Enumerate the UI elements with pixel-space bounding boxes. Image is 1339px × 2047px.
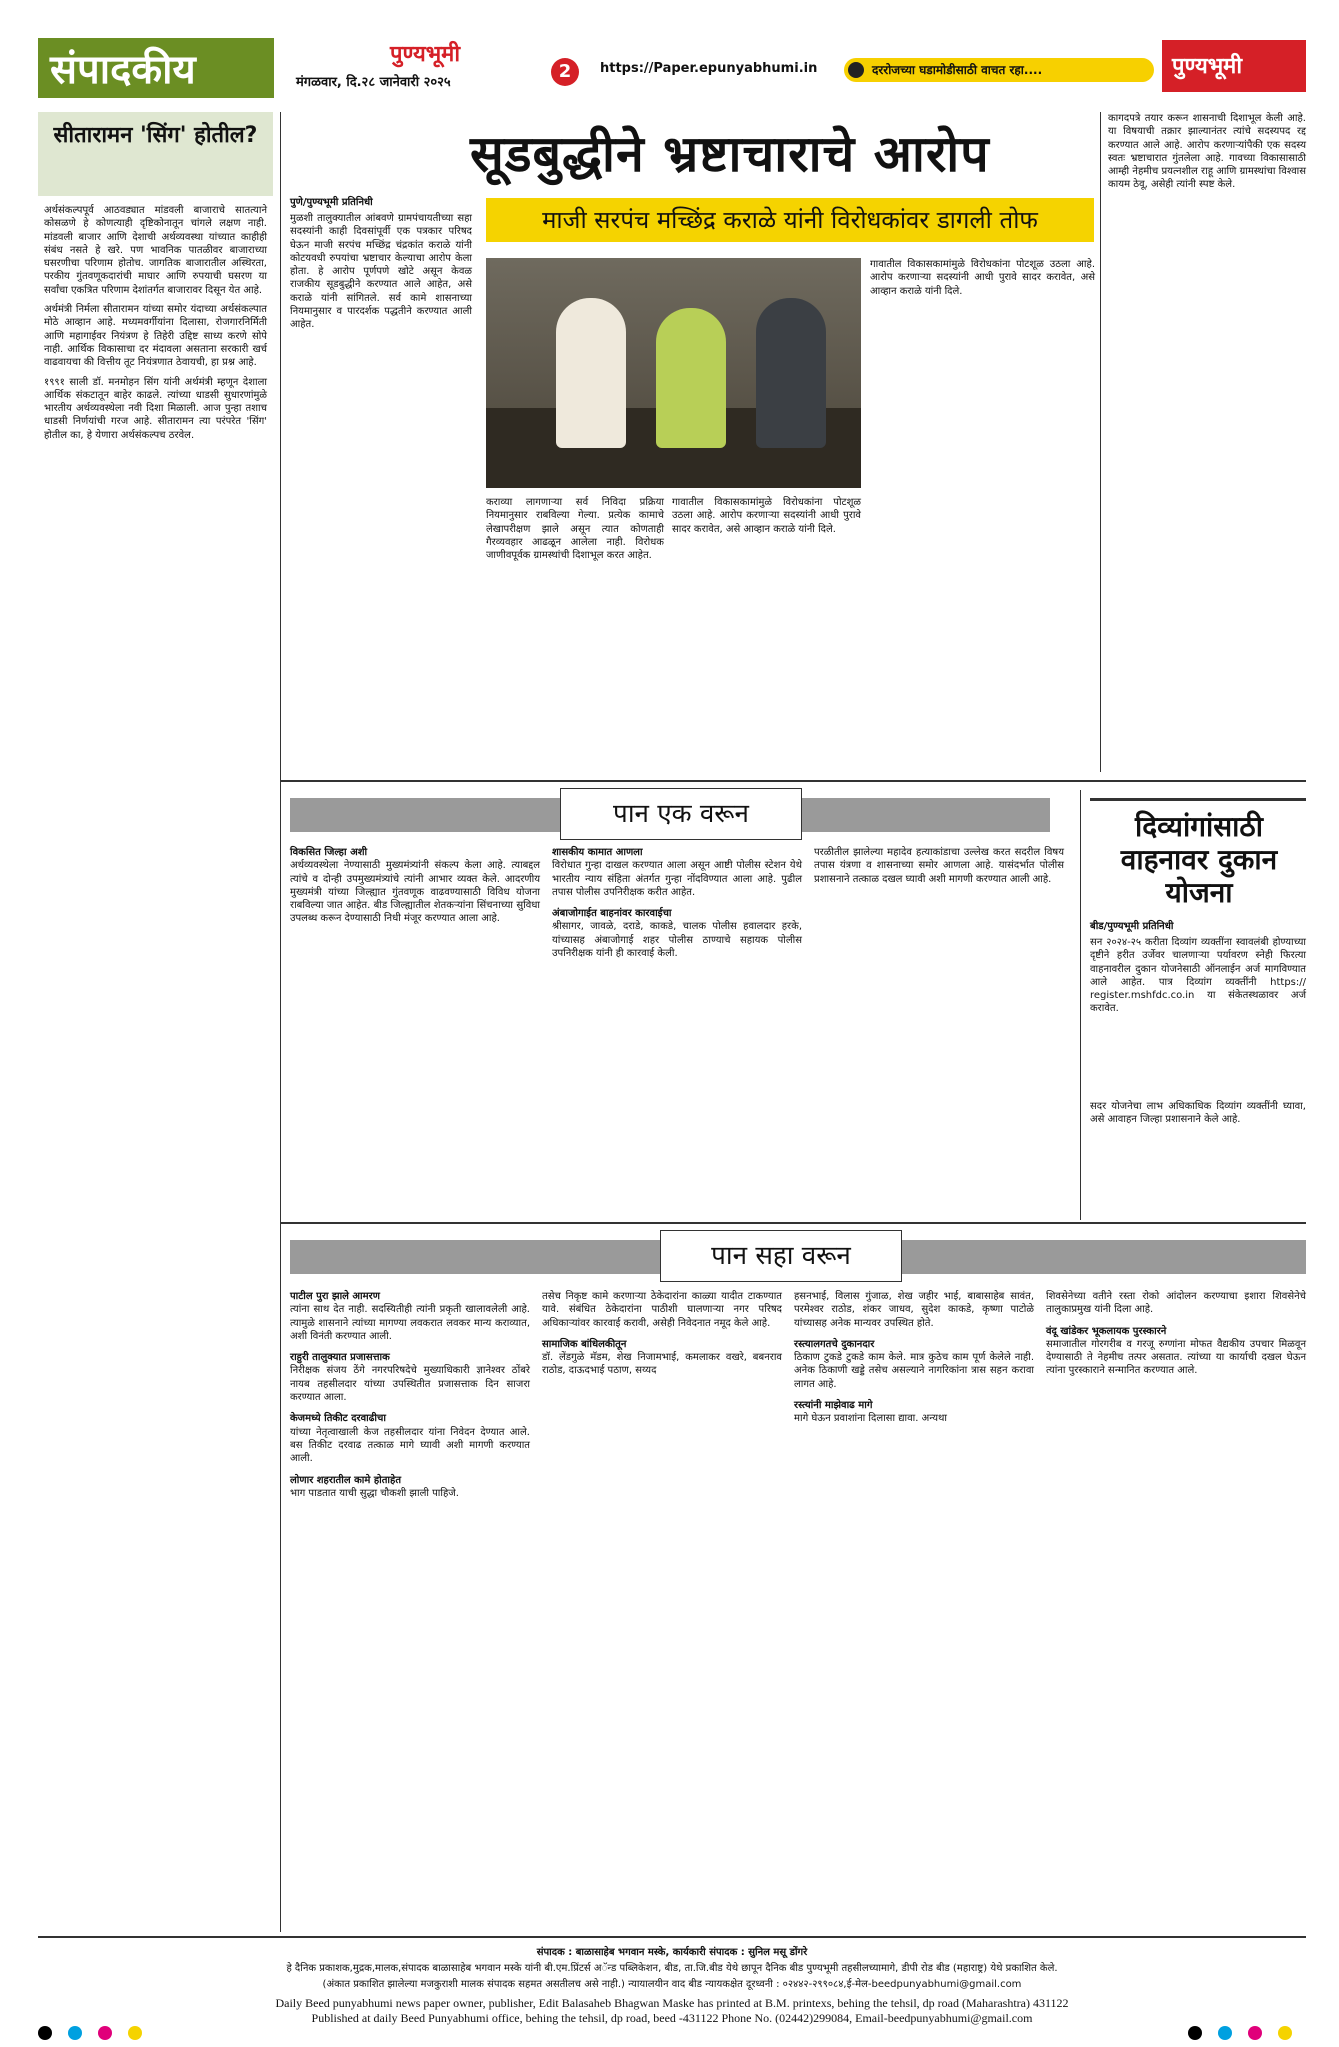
tagline-text: दररोजच्या घडामोडीसाठी वाचत रहा....: [872, 63, 1043, 77]
press-conference-photo: [486, 258, 861, 488]
lead-column-1: मुळशी तालुक्यातील आंबवणे ग्रामपंचायतीच्या सहा सदस्यांनी काही दिवसांपूर्वी एक पत्रकार परिषद घेऊन माजी सरपंच मच्छिंद्र चंद्रकांत कराळे यांनी कोटयवधी रुपयांचा भ्रष्टाचार केल्याचा आरोप केला होता. हे आरोप पूर्णपणे खोटे असून केवळ राजकीय सूडबुद्धीने करण्यात आले आहेत, असे कराळे यांनी सांगितले. सर्व कामे शासनाच्या नियमानुसार व पारदर्शक पद्धतीने करण्यात आली आहेत.: [290, 213, 472, 331]
subheading: लोणार शहरातील कामे होताहेत: [290, 1474, 402, 1486]
subheading: पाटील पुरा झाले आमरण: [290, 1291, 380, 1302]
subheading: वंदू खांडेकर भूकलायक पुरस्कारने: [1046, 1325, 1167, 1337]
registration-mark: [68, 2026, 82, 2040]
tagline-badge: [844, 58, 1154, 82]
article-text: ठिकाण टुकडे टुकडे काम केले. मात्र कुठेच काम पूर्ण केलेले नाही. अनेक ठिकाणी खड्डे तसेच असल्याने नागरिकांना त्रास सहन करावा लागत आहे.: [794, 1352, 1034, 1390]
person: [556, 298, 626, 448]
editorial-paragraph: १९९१ साली डॉ. मनमोहन सिंग यांनी अर्थमंत्री म्हणून देशाला आर्थिक संकटातून बाहेर काढले. त्यांच्या धाडसी सुधारणांमुळे भारतीय अर्थव्यवस्थेला नवी दिशा मिळाली. आज पुन्हा तशाच धाडसी निर्णयांची गरज आहे. सीतारामन त्या परंपरेत 'सिंग' होतील का, हे येणारा अर्थसंकल्पच ठरवेल.: [44, 376, 267, 441]
editorial-paragraph: अर्थमंत्री निर्मला सीतारामन यांच्या समोर यंदाच्या अर्थसंकल्पात मोठे आव्हान आहे. मध्यमवर्गीयांना दिलासा, रोजगारनिर्मिती आणि महागाईवर नियंत्रण हे तिहेरी उद्दिष्ट साध्य करणे सोपे नाही. आर्थिक विकासाचा दर मंदावला असताना सरकारी खर्च वाढवायचा की वित्तीय तूट नियंत्रणात ठेवायची, हा प्रश्न आहे.: [44, 304, 267, 369]
imprint: [38, 1944, 1306, 2026]
column-divider: [1100, 112, 1101, 772]
subheading: रस्त्यांनी माझेवाढ मागे: [794, 1400, 873, 1412]
article-text: समाजातील गोरगरीब व गरजू रुग्णांना मोफत वैद्यकीय उपचार मिळवून देण्यासाठी ते नेहमीच तत्पर असतात. त्यांच्या या कार्याची दखल घेऊन त्यांना पुरस्काराने सन्मानित करण्यात आले.: [1046, 1338, 1306, 1377]
registration-mark: [1278, 2026, 1292, 2040]
person: [756, 298, 826, 448]
editorial-title: सीतारामन 'सिंग' होतील?: [53, 123, 258, 148]
lead-column-3b: गावातील विकासकामांमुळे विरोधकांना पोटशूळ उठला आहे. आरोप करणाऱ्या सदस्यांनी आधी पुरावे सादर करावेत, असे आव्हान कराळे यांनी दिले.: [870, 259, 1095, 297]
page-number: 2: [551, 58, 579, 86]
newspaper-logo: पुण्यभूमी: [390, 42, 461, 67]
editorial-column: [38, 112, 273, 1932]
article-text: निरीक्षक संजय ठेंगे नगरपरिषदेचे मुख्याधिकारी ज्ञानेश्वर ठोंबरे नायब तहसीलदार यांच्या उपस्थितीत प्रजासत्ताक दिन साजरा करण्यात आला.: [290, 1365, 530, 1404]
imprint-english-1: Daily Beed punyabhumi news paper owner, publisher, Edit Balasaheb Bhagwan Maske has printed at B.M. printexs, behing the tehsil, dp road (Maharashtra) 431122: [275, 1996, 1069, 2010]
article-text: श्रीसागर, जावळे, दराडे, काकडे, चालक पोलीस हवालदार हरके, यांच्यासह अंबाजोगाई शहर पोलीस ठाण्याचे सहायक पोलीस उपनिरीक्षक यांनी ही कारवाई केली.: [552, 921, 802, 960]
lead-dateline: पुणे/पुण्यभूमी प्रतिनिधी: [290, 197, 373, 208]
editorial-body: [44, 204, 267, 442]
registration-mark: [1218, 2026, 1232, 2040]
lead-subheadline: माजी सरपंच मच्छिंद्र कराळे यांनी विरोधकांवर डागली तोफ: [486, 198, 1094, 242]
section-divider: [281, 780, 1306, 782]
section-banner: [38, 38, 274, 98]
section-title: संपादकीय: [50, 47, 196, 93]
subheading: सामाजिक बांधिलकीतून: [542, 1338, 627, 1350]
bullet-icon: [848, 62, 864, 78]
article-text: त्यांना साथ देत नाही. सदस्यितीही त्यांनी प्रकृती खालावलेली आहे. त्यामुळे शासनाने त्यांच्या मागण्या लवकरात लवकर मान्य कराव्यात, अशी विनंती करण्यात आली.: [290, 1304, 530, 1342]
registration-mark: [98, 2026, 112, 2040]
article-text: भाग पाडतात याची सुद्धा चौकशी झाली पाहिजे.: [290, 1487, 459, 1499]
issue-date: मंगळवार, दि.२८ जानेवारी २०२५: [296, 75, 451, 90]
continued-title: पान सहा वरून: [660, 1230, 902, 1282]
imprint-english-2: Published at daily Beed Punyabhumi office, behing the tehsil, dp road, beed -431122 Phone No. (02442)299084, Email-beedpunyabhumi@gmail.com: [311, 2011, 1033, 2025]
person: [656, 308, 726, 448]
footer-rule: [38, 1936, 1306, 1938]
editorial-paragraph: अर्थसंकल्पपूर्व आठवड्यात मांडवली बाजाराचे सातत्याने कोसळणे हे कोणत्याही दृष्टिकोनातून चांगले लक्षण नाही. मांडवली बाजार आणि देशाची अर्थव्यवस्था यांच्यात काहीही संबंध नसते हे खरे. पण भावनिक पातळीवर बाजाराच्या घसरणीचा परिणाम होतोच. जागतिक बाजारातील अस्थिरता, परकीय गुंतवणूकदारांची माघार आणि रुपयाची घसरण या सर्वांचा एकत्रित परिणाम देशांतर्गत बाजारावर दिसून येत आहे.: [44, 205, 267, 296]
logo-box: [1162, 40, 1306, 92]
subheading: रस्त्यालगतचे दुकानदार: [794, 1338, 875, 1350]
subheading: विकसित जिल्हा अशी: [290, 847, 368, 858]
article-text: अर्थव्यवस्थेला नेण्यासाठी मुख्यमंत्र्यांनी संकल्प केला आहे. त्याबद्दल त्यांचे व दोन्ही उपमुख्यमंत्र्यांचे त्यांनी आभार व्यक्त केले. आदरणीय मुख्यमंत्री यांच्या जिल्ह्यात गुंतवणूक वाढवण्यासाठी विविध योजना राबविल्या जात आहेत. बीड जिल्ह्यातील शेतकऱ्यांना सिंचनाच्या सुविधा उपलब्ध करून देण्यासाठी निधी मंजूर करण्यात आला आहे.: [290, 860, 540, 925]
column-divider: [280, 112, 281, 1932]
subheading: शासकीय कामात आणला: [552, 847, 643, 858]
website-link[interactable]: https://Paper.epunyabhumi.in: [600, 61, 818, 76]
continued-title: पान एक वरून: [560, 788, 802, 840]
article-text: परळीतील झालेल्या महादेव हत्याकांडाचा उल्लेख करत सदरील विषय तपास यंत्रणा व शासनाच्या समोर आणला आहे. यासंदर्भात पोलीस प्रशासनाने तत्काळ दखल घ्यावी अशी मागणी करण्यात आली आहे.: [814, 847, 1064, 885]
registration-mark: [1248, 2026, 1262, 2040]
lead-column-2: कराव्या लागणाऱ्या सर्व निविदा प्रक्रिया नियमानुसार राबविल्या गेल्या. प्रत्येक कामाचे लेखापरीक्षण झाले असून त्यात कोणताही गैरव्यवहार आढळून आलेला नाही. विरोधक जाणीवपूर्वक ग्रामस्थांची दिशाभूल करत आहेत.: [486, 497, 664, 562]
newspaper-logo-secondary: पुण्यभूमी: [1172, 54, 1243, 79]
lead-headline: सूडबुद्धीने भ्रष्टाचाराचे आरोप: [470, 125, 990, 183]
divyang-dateline: बीड/पुण्यभूमी प्रतिनिधी: [1090, 921, 1174, 932]
imprint-disclaimer: (अंकात प्रकाशित झालेल्या मजकुराशी मालक संपादक सहमत असतीलच असे नाही.) न्यायालयीन वाद बीड न्यायकक्षेत दूरध्वनी : ०२४४२-२९९०८४,ई-मेल-beedpunyabhumi@gmail.com: [322, 1979, 1022, 1990]
article-text: विरोधात गुन्हा दाखल करण्यात आला असून आष्टी पोलीस स्टेशन येथे भारतीय न्याय संहिता अंतर्गत गुन्हा नोंदविण्यात आला आहे. पुढील तपास पोलीस उपनिरीक्षक करीत आहेत.: [552, 860, 802, 898]
imprint-publisher: हे दैनिक प्रकाशक,मुद्रक,मालक,संपादक बाळासाहेब भगवान मस्के यांनी बी.एम.प्रिंटर्स अॅन्ड पब्लिकेशन, बीड, ता.जि.बीड येथे छापून दैनिक बीड पुण्यभूमी तहसीलच्यामागे, डीपी रोड बीड (महाराष्ट्र) येथे प्रकाशित केले.: [286, 1963, 1058, 1974]
imprint-editors: संपादक : बाळासाहेब भगवान मस्के, कार्यकारी संपादक : सुनिल मसू डोंगरे: [536, 1947, 808, 1958]
registration-marks: [38, 2026, 1306, 2040]
divyang-headline: दिव्यांगांसाठी वाहनावर दुकान योजना: [1120, 810, 1278, 909]
registration-mark: [38, 2026, 52, 2040]
article-text: डॉ. लेंडगुळे मॅडम, शेख निजामभाई, कमलाकर वखरे, बबनराव राठोड, दाऊदभाई पठाण, सय्यद: [542, 1352, 782, 1377]
column-divider: [1080, 790, 1081, 1220]
article-text: हसनभाई, विलास गुंजाळ, शेख जहीर भाई, बाबासाहेब सावंत, परमेश्वर राठोड, शंकर जाधव, सुदेश काकडे, कृष्णा पाटोळे यांच्यासह अनेक मान्यवर उपस्थित होते.: [794, 1291, 1034, 1329]
registration-mark: [128, 2026, 142, 2040]
section-divider: [281, 1222, 1306, 1224]
article-text: तसेच निकृष्ट कामे करणाऱ्या ठेकेदारांना काळ्या यादीत टाकण्यात यावे. संबंधित ठेकेदारांना पाठीशी घालणाऱ्या नगर परिषद अधिकाऱ्यांवर कारवाई करावी, असेही निवेदनात नमूद केले आहे.: [542, 1291, 782, 1329]
lead-column-4: कागदपत्रे तयार करून शासनाची दिशाभूल केली आहे. या विषयाची तक्रार झाल्यानंतर त्यांचे सदस्यपद रद्द करण्यात आले आहे. आरोप करणाऱ्यांपैकी एक सदस्य स्वतः भ्रष्टाचारात गुंतलेला आहे. गावच्या विकासासाठी आम्ही नेहमीच प्रयत्नशील राहू आणि ग्रामस्थांचा विश्वास कायम ठेवू, असेही त्यांनी स्पष्ट केले.: [1108, 113, 1306, 191]
divyang-body-2: सदर योजनेचा लाभ अधिकाधिक दिव्यांग व्यक्तींनी घ्यावा, असे आवाहन जिल्हा प्रशासनाने केले आहे.: [1090, 1101, 1306, 1126]
lead-column-3: गावातील विकासकामांमुळे विरोधकांना पोटशूळ उठला आहे. आरोप करणाऱ्या सदस्यांनी आधी पुरावे सादर करावेत, असे आव्हान कराळे यांनी दिले.: [672, 497, 861, 535]
registration-mark: [1188, 2026, 1202, 2040]
article-text: मागे घेऊन प्रवाशांना दिलासा द्यावा. अन्यथा: [794, 1413, 947, 1425]
article-text: यांच्या नेतृत्वाखाली केज तहसीलदार यांना निवेदन देण्यात आले. बस तिकीट दरवाढ तत्काळ मागे घ्यावी अशी मागणी करण्यात आली.: [290, 1426, 530, 1465]
divyang-body: सन २०२४-२५ करीता दिव्यांग व्यक्तींना स्वावलंबी होण्याच्या दृष्टीने हरीत उर्जेवर चालणाऱ्या पर्यावरण स्नेही फिरत्या वाहनावरील दुकान योजनेसाठी ऑनलाईन अर्ज मागविण्यात आले आहेत. पात्र दिव्यांग व्यक्तींनी https:// register.mshfdc.co.in या संकेतस्थळावर अर्ज करावेत.: [1090, 937, 1306, 1015]
masthead: [38, 38, 1306, 98]
subheading: अंबाजोगाईत बाहनांवर कारवाईचा: [552, 908, 672, 920]
article-text: शिवसेनेच्या वतीने रस्ता रोको आंदोलन करण्याचा इशारा शिवसेनेचे तालुकाप्रमुख यांनी दिला आहे.: [1046, 1291, 1306, 1316]
subheading: केजमध्ये तिकीट दरवाढीचा: [290, 1413, 386, 1425]
subheading: राहुरी तालुक्यात प्रजासत्ताक: [290, 1352, 390, 1364]
box-top-rule: [1090, 798, 1306, 801]
